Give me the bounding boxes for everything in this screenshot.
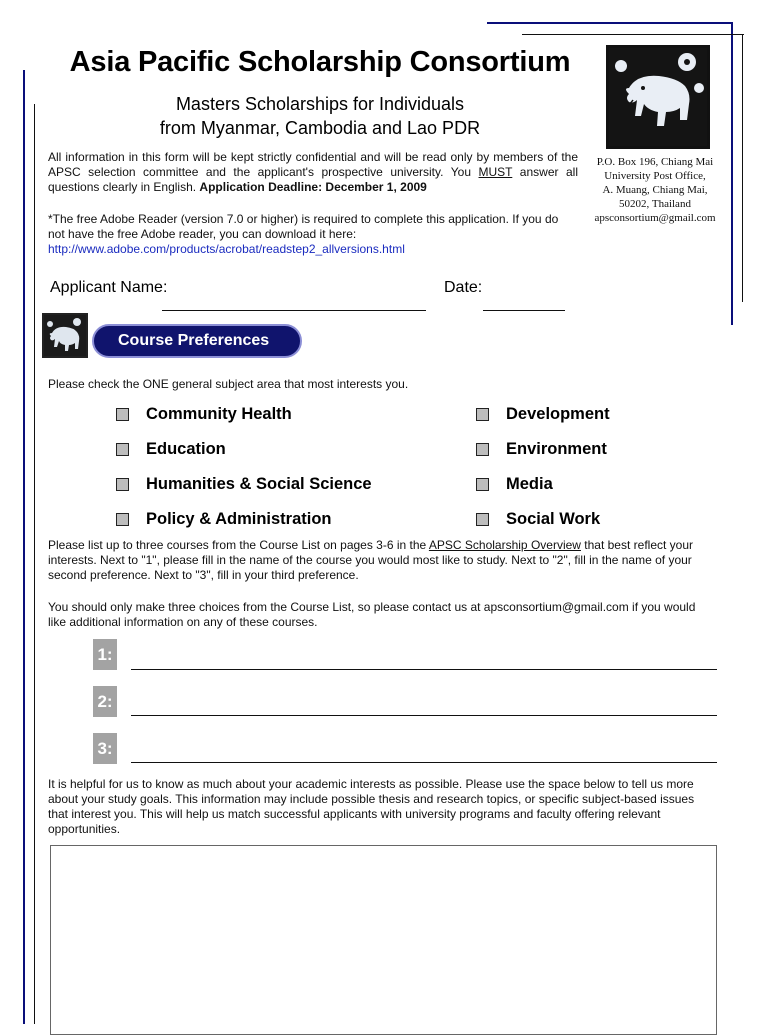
applicant-name-field[interactable] <box>162 310 426 311</box>
checkbox-media[interactable] <box>476 478 489 491</box>
adobe-reader-notice <box>48 212 568 257</box>
study-goals-instructions: It is helpful for us to know as much about your academic interests as possible. Please use the space below to tell us more about your study goals. This information may include possible thesis and research topics, or specific subject-based issues that interest you. This will help us match successful applicants with university programs and faculty offering relevant opportunities. <box>48 777 695 836</box>
course-number-3: 3: <box>93 733 117 764</box>
courses-text-b: that best reflect your interests. Next to "1", please fill in the name of the course you would most like to study. Next to "2", fill in the name of your second preference. Next to "3", fill in your third preference. <box>48 538 694 582</box>
subject-label: Education <box>146 440 226 458</box>
address-line-2: University Post Office, <box>604 170 706 182</box>
checkbox-education[interactable] <box>116 443 129 456</box>
adobe-text: *The free Adobe Reader (version 7.0 or higher) is required to complete this application. If you do not have the free Adobe reader, you can download it here: <box>48 212 559 241</box>
subject-option-media[interactable] <box>476 475 553 494</box>
course-preferences-header: Course Preferences <box>92 324 302 358</box>
subject-label: Development <box>506 405 610 423</box>
checkbox-humanities[interactable] <box>116 478 129 491</box>
course-choice-1-field[interactable] <box>131 669 717 670</box>
mailing-address <box>588 155 722 225</box>
course-number-2: 2: <box>93 686 117 717</box>
checkbox-development[interactable] <box>476 408 489 421</box>
subject-option-environment[interactable] <box>476 440 607 459</box>
intro-must: MUST <box>478 165 513 179</box>
subject-option-social-work[interactable] <box>476 510 600 529</box>
elephant-logo-icon <box>606 45 710 149</box>
subject-option-community-health[interactable] <box>116 405 292 424</box>
courses-text-a: Please list up to three courses from the Course List on pages 3-6 in the <box>48 538 429 552</box>
course-choice-2-field[interactable] <box>131 715 717 716</box>
checkbox-community-health[interactable] <box>116 408 129 421</box>
intro-text-b: answer all questions clearly in English. <box>48 165 579 194</box>
elephant-section-icon <box>42 313 88 358</box>
page-title: Asia Pacific Scholarship Consortium <box>69 46 571 78</box>
frame-line-top-inner <box>522 34 744 35</box>
frame-line-right-inner <box>742 34 743 302</box>
address-line-1: P.O. Box 196, Chiang Mai <box>596 156 714 168</box>
frame-line-left <box>23 70 25 1024</box>
scholarship-overview-link[interactable]: APSC Scholarship Overview <box>428 538 581 552</box>
subject-option-policy-administration[interactable] <box>116 510 332 529</box>
frame-line-top <box>487 22 733 24</box>
subtitle-line-2: from Myanmar, Cambodia and Lao PDR <box>159 118 481 138</box>
date-label: Date: <box>444 279 483 296</box>
subject-label: Environment <box>506 440 607 458</box>
checkbox-policy-administration[interactable] <box>116 513 129 526</box>
study-goals-textarea[interactable] <box>50 845 717 1035</box>
course-contact-note: You should only make three choices from the Course List, so please contact us at apsconsortium@gmail.com if you would like additional information on any of these courses. <box>48 600 696 629</box>
checkbox-social-work[interactable] <box>476 513 489 526</box>
course-choice-3-field[interactable] <box>131 762 717 763</box>
subject-option-education[interactable] <box>116 440 226 459</box>
applicant-name-label: Applicant Name: <box>50 279 168 296</box>
intro-text-a: All information in this form will be kept strictly confidential and will be read only by members of the APSC selection committee and the applicant's prospective university. You <box>48 150 578 179</box>
subject-label: Media <box>506 475 553 493</box>
course-number-1: 1: <box>93 639 117 670</box>
subject-label: Humanities & Social Science <box>146 475 372 493</box>
address-email: apsconsortium@gmail.com <box>594 212 716 224</box>
subject-label: Community Health <box>146 405 292 423</box>
subtitle-line-1: Masters Scholarships for Individuals <box>175 94 465 114</box>
subject-label: Social Work <box>506 510 601 528</box>
course-list-instructions <box>48 538 716 583</box>
address-line-3: A. Muang, Chiang Mai, <box>602 184 708 196</box>
frame-line-left-inner <box>34 104 35 1024</box>
application-deadline: Application Deadline: December 1, 2009 <box>199 180 427 194</box>
subject-label: Policy & Administration <box>146 510 332 528</box>
subject-option-humanities[interactable] <box>116 475 372 494</box>
address-line-4: 50202, Thailand <box>619 198 691 210</box>
date-field[interactable] <box>483 310 565 311</box>
subject-instruction: Please check the ONE general subject area that most interests you. <box>48 377 409 391</box>
checkbox-environment[interactable] <box>476 443 489 456</box>
confidentiality-notice <box>48 150 578 195</box>
frame-line-right <box>731 22 733 325</box>
subject-option-development[interactable] <box>476 405 610 424</box>
adobe-download-link[interactable]: http://www.adobe.com/products/acrobat/readstep2_allversions.html <box>48 242 405 256</box>
